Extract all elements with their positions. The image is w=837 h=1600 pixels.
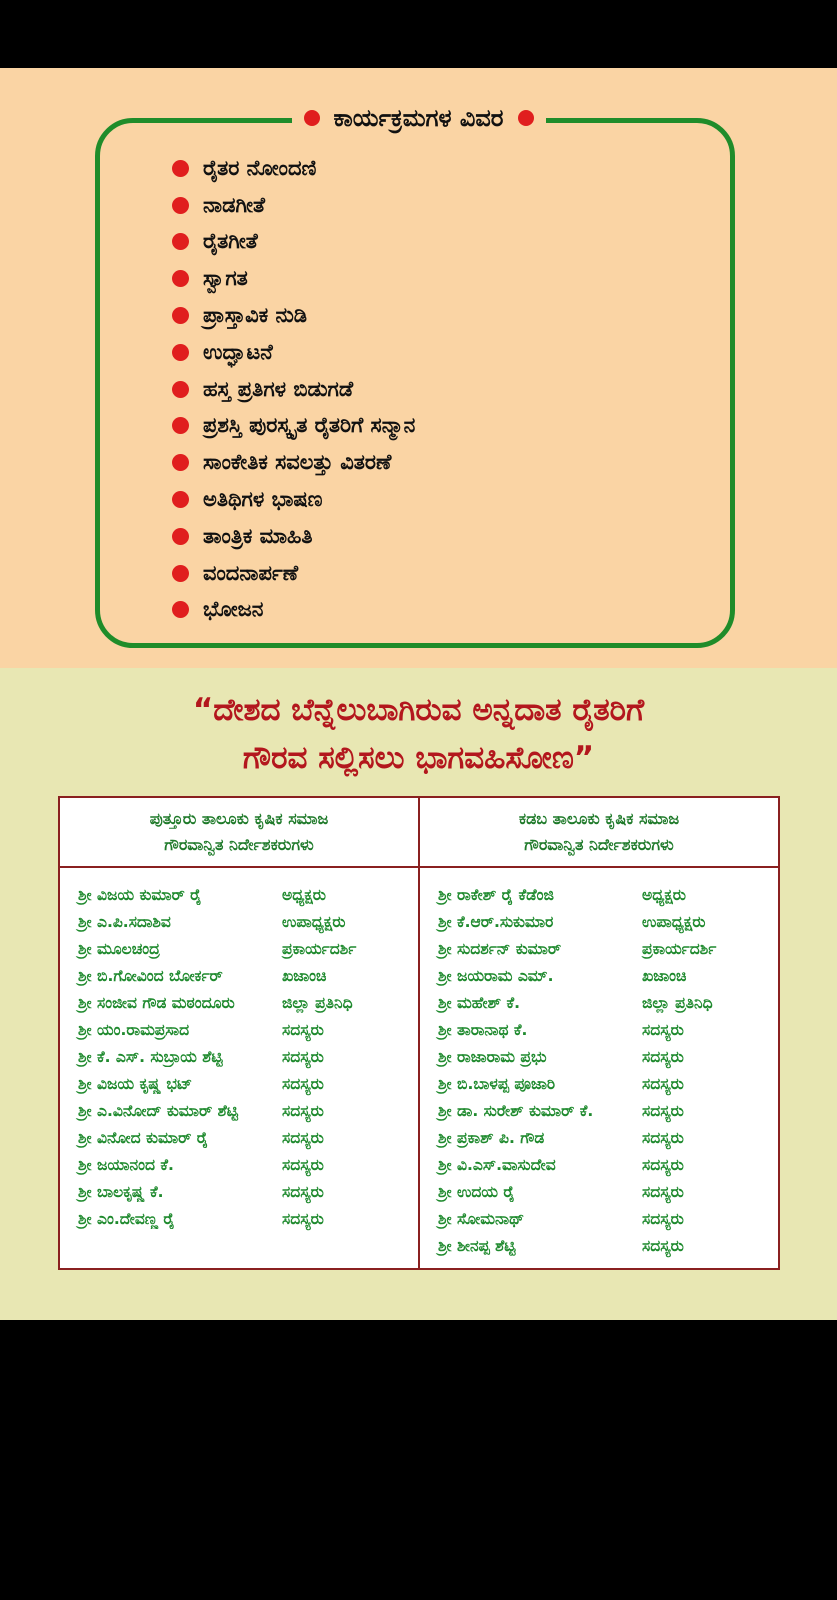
table-row: ಶ್ರೀ ಸುದರ್ಶನ್ ಕುಮಾರ್ ಪ್ರಕಾರ್ಯದರ್ಶಿ	[438, 940, 717, 958]
directors-section	[0, 668, 837, 1320]
table-row: ಶ್ರೀ ಸಂಜೀವ ಗೌಡ ಮಠಂದೂರು ಜಿಲ್ಲಾ ಪ್ರತಿನಿಧಿ	[78, 994, 353, 1012]
list-item: ಪ್ರಶಸ್ತಿ ಪುರಸ್ಕೃತ ರೈತರಿಗೆ ಸನ್ಮಾನ	[172, 408, 415, 445]
director-rows	[60, 868, 418, 1233]
table-row: ಶ್ರೀ ವಿಜಯ ಕೃಷ್ಣ ಭಟ್ ಸದಸ್ಯರು	[78, 1075, 324, 1093]
table-row: ಶ್ರೀ ರಾಕೇಶ್ ರೈ ಕೆಡೆಂಜಿ ಅಧ್ಯಕ್ಷರು	[438, 886, 686, 904]
red-dot-icon	[518, 110, 534, 126]
table-row: ಶ್ರೀ ಎಂ.ದೇವಣ್ಣ ರೈ ಸದಸ್ಯರು	[78, 1210, 324, 1228]
slogan	[0, 686, 837, 782]
slogan-line-1: “ದೇಶದ ಬೆನ್ನೆಲುಬಾಗಿರುವ ಅನ್ನದಾತ ರೈತರಿಗೆ	[192, 692, 645, 728]
program-title-wrap	[0, 98, 837, 138]
table-row: ಶ್ರೀ ಬಾಲಕೃಷ್ಣ ಕೆ. ಸದಸ್ಯರು	[78, 1183, 324, 1201]
bullet-icon	[172, 565, 189, 582]
list-item: ಭೋಜನ	[172, 592, 415, 629]
table-row: ಶ್ರೀ ಪ್ರಕಾಶ್ ಪಿ. ಗೌಡ ಸದಸ್ಯರು	[438, 1129, 684, 1147]
program-list	[172, 150, 415, 628]
list-item: ರೈತಗೀತೆ	[172, 224, 415, 261]
bullet-icon	[172, 381, 189, 398]
table-row: ಶ್ರೀ ಡಾ. ಸುರೇಶ್ ಕುಮಾರ್ ಕೆ. ಸದಸ್ಯರು	[438, 1102, 684, 1120]
table-row: ಶ್ರೀ ಬಿ.ಗೋವಿಂದ ಬೋರ್ಕರ್ ಖಜಾಂಚಿ	[78, 967, 327, 985]
bullet-icon	[172, 270, 189, 287]
table-row: ಶ್ರೀ ಮೂಲಚಂದ್ರ ಪ್ರಕಾರ್ಯದರ್ಶಿ	[78, 940, 357, 958]
table-row: ಶ್ರೀ ಶೀನಪ್ಪ ಶೆಟ್ಟಿ ಸದಸ್ಯರು	[438, 1237, 684, 1255]
list-item: ಸಾಂಕೇತಿಕ ಸವಲತ್ತು ವಿತರಣೆ	[172, 444, 415, 481]
bullet-icon	[172, 233, 189, 250]
table-row: ಶ್ರೀ ಜಯರಾಮ ಎಮ್. ಖಜಾಂಚಿ	[438, 967, 687, 985]
director-rows	[420, 868, 778, 1260]
program-title-text: ಕಾರ್ಯಕ್ರಮಗಳ ವಿವರ	[333, 104, 504, 132]
table-row: ಶ್ರೀ ಯಂ.ರಾಮಪ್ರಸಾದ ಸದಸ್ಯರು	[78, 1021, 324, 1039]
list-item: ಅತಿಥಿಗಳ ಭಾಷಣ	[172, 481, 415, 518]
column-header-subtitle: ಗೌರವಾನ್ವಿತ ನಿರ್ದೇಶಕರುಗಳು	[164, 835, 314, 854]
bullet-icon	[172, 160, 189, 177]
slogan-line-2: ಗೌರವ ಸಲ್ಲಿಸಲು ಭಾಗವಹಿಸೋಣ”	[242, 740, 595, 776]
bullet-icon	[172, 491, 189, 508]
column-header	[420, 798, 778, 868]
table-row: ಶ್ರೀ ಬಿ.ಬಾಳಪ್ಪ ಪೂಜಾರಿ ಸದಸ್ಯರು	[438, 1075, 684, 1093]
table-row: ಶ್ರೀ ಸೋಮನಾಥ್ ಸದಸ್ಯರು	[438, 1210, 684, 1228]
table-row: ಶ್ರೀ ಮಹೇಶ್ ಕೆ. ಜಿಲ್ಲಾ ಪ್ರತಿನಿಧಿ	[438, 994, 713, 1012]
table-row: ಶ್ರೀ ವಿನೋದ ಕುಮಾರ್ ರೈ ಸದಸ್ಯರು	[78, 1129, 324, 1147]
column-header-title: ಪುತ್ತೂರು ತಾಲೂಕು ಕೃಷಿಕ ಸಮಾಜ	[149, 809, 329, 828]
list-item: ಹಸ್ತ ಪ್ರತಿಗಳ ಬಿಡುಗಡೆ	[172, 371, 415, 408]
table-row: ಶ್ರೀ ಕೆ.ಆರ್.ಸುಕುಮಾರ ಉಪಾಧ್ಯಕ್ಷರು	[438, 913, 706, 931]
bullet-icon	[172, 307, 189, 324]
list-item: ಉದ್ಘಾಟನೆ	[172, 334, 415, 371]
right-column	[418, 798, 778, 1268]
bullet-icon	[172, 197, 189, 214]
list-item: ವಂದನಾರ್ಪಣೆ	[172, 555, 415, 592]
column-header-subtitle: ಗೌರವಾನ್ವಿತ ನಿರ್ದೇಶಕರುಗಳು	[524, 835, 674, 854]
left-column	[60, 798, 418, 1268]
table-row: ಶ್ರೀ ಉದಯ ರೈ ಸದಸ್ಯರು	[438, 1183, 684, 1201]
column-header	[60, 798, 418, 868]
table-row: ಶ್ರೀ ರಾಜಾರಾಮ ಪ್ರಭು ಸದಸ್ಯರು	[438, 1048, 684, 1066]
table-row: ಶ್ರೀ ಕೆ. ಎಸ್. ಸುಬ್ರಾಯ ಶೆಟ್ಟಿ ಸದಸ್ಯರು	[78, 1048, 324, 1066]
program-section	[0, 68, 837, 668]
table-row: ಶ್ರೀ ಜಯಾನಂದ ಕೆ. ಸದಸ್ಯರು	[78, 1156, 324, 1174]
bullet-icon	[172, 528, 189, 545]
list-item: ರೈತರ ನೋಂದಣಿ	[172, 150, 415, 187]
table-row: ಶ್ರೀ ವಿಜಯ ಕುಮಾರ್ ರೈ ಅಧ್ಯಕ್ಷರು	[78, 886, 326, 904]
table-row: ಶ್ರೀ ಎ.ವಿನೋದ್ ಕುಮಾರ್ ಶೆಟ್ಟಿ ಸದಸ್ಯರು	[78, 1102, 324, 1120]
list-item: ತಾಂತ್ರಿಕ ಮಾಹಿತಿ	[172, 518, 415, 555]
list-item: ಪ್ರಾಸ್ತಾವಿಕ ನುಡಿ	[172, 297, 415, 334]
bullet-icon	[172, 417, 189, 434]
column-header-title: ಕಡಬ ತಾಲೂಕು ಕೃಷಿಕ ಸಮಾಜ	[518, 809, 680, 828]
list-item: ಸ್ವಾಗತ	[172, 260, 415, 297]
red-dot-icon	[304, 110, 320, 126]
program-title	[292, 104, 546, 132]
table-row: ಶ್ರೀ ತಾರಾನಾಥ ಕೆ. ಸದಸ್ಯರು	[438, 1021, 684, 1039]
directors-table	[58, 796, 780, 1270]
bullet-icon	[172, 344, 189, 361]
table-row: ಶ್ರೀ ವಿ.ಎಸ್.ವಾಸುದೇವ ಸದಸ್ಯರು	[438, 1156, 684, 1174]
list-item: ನಾಡಗೀತೆ	[172, 187, 415, 224]
table-row: ಶ್ರೀ ಎ.ಪಿ.ಸದಾಶಿವ ಉಪಾಧ್ಯಕ್ಷರು	[78, 913, 346, 931]
bullet-icon	[172, 601, 189, 618]
bullet-icon	[172, 454, 189, 471]
